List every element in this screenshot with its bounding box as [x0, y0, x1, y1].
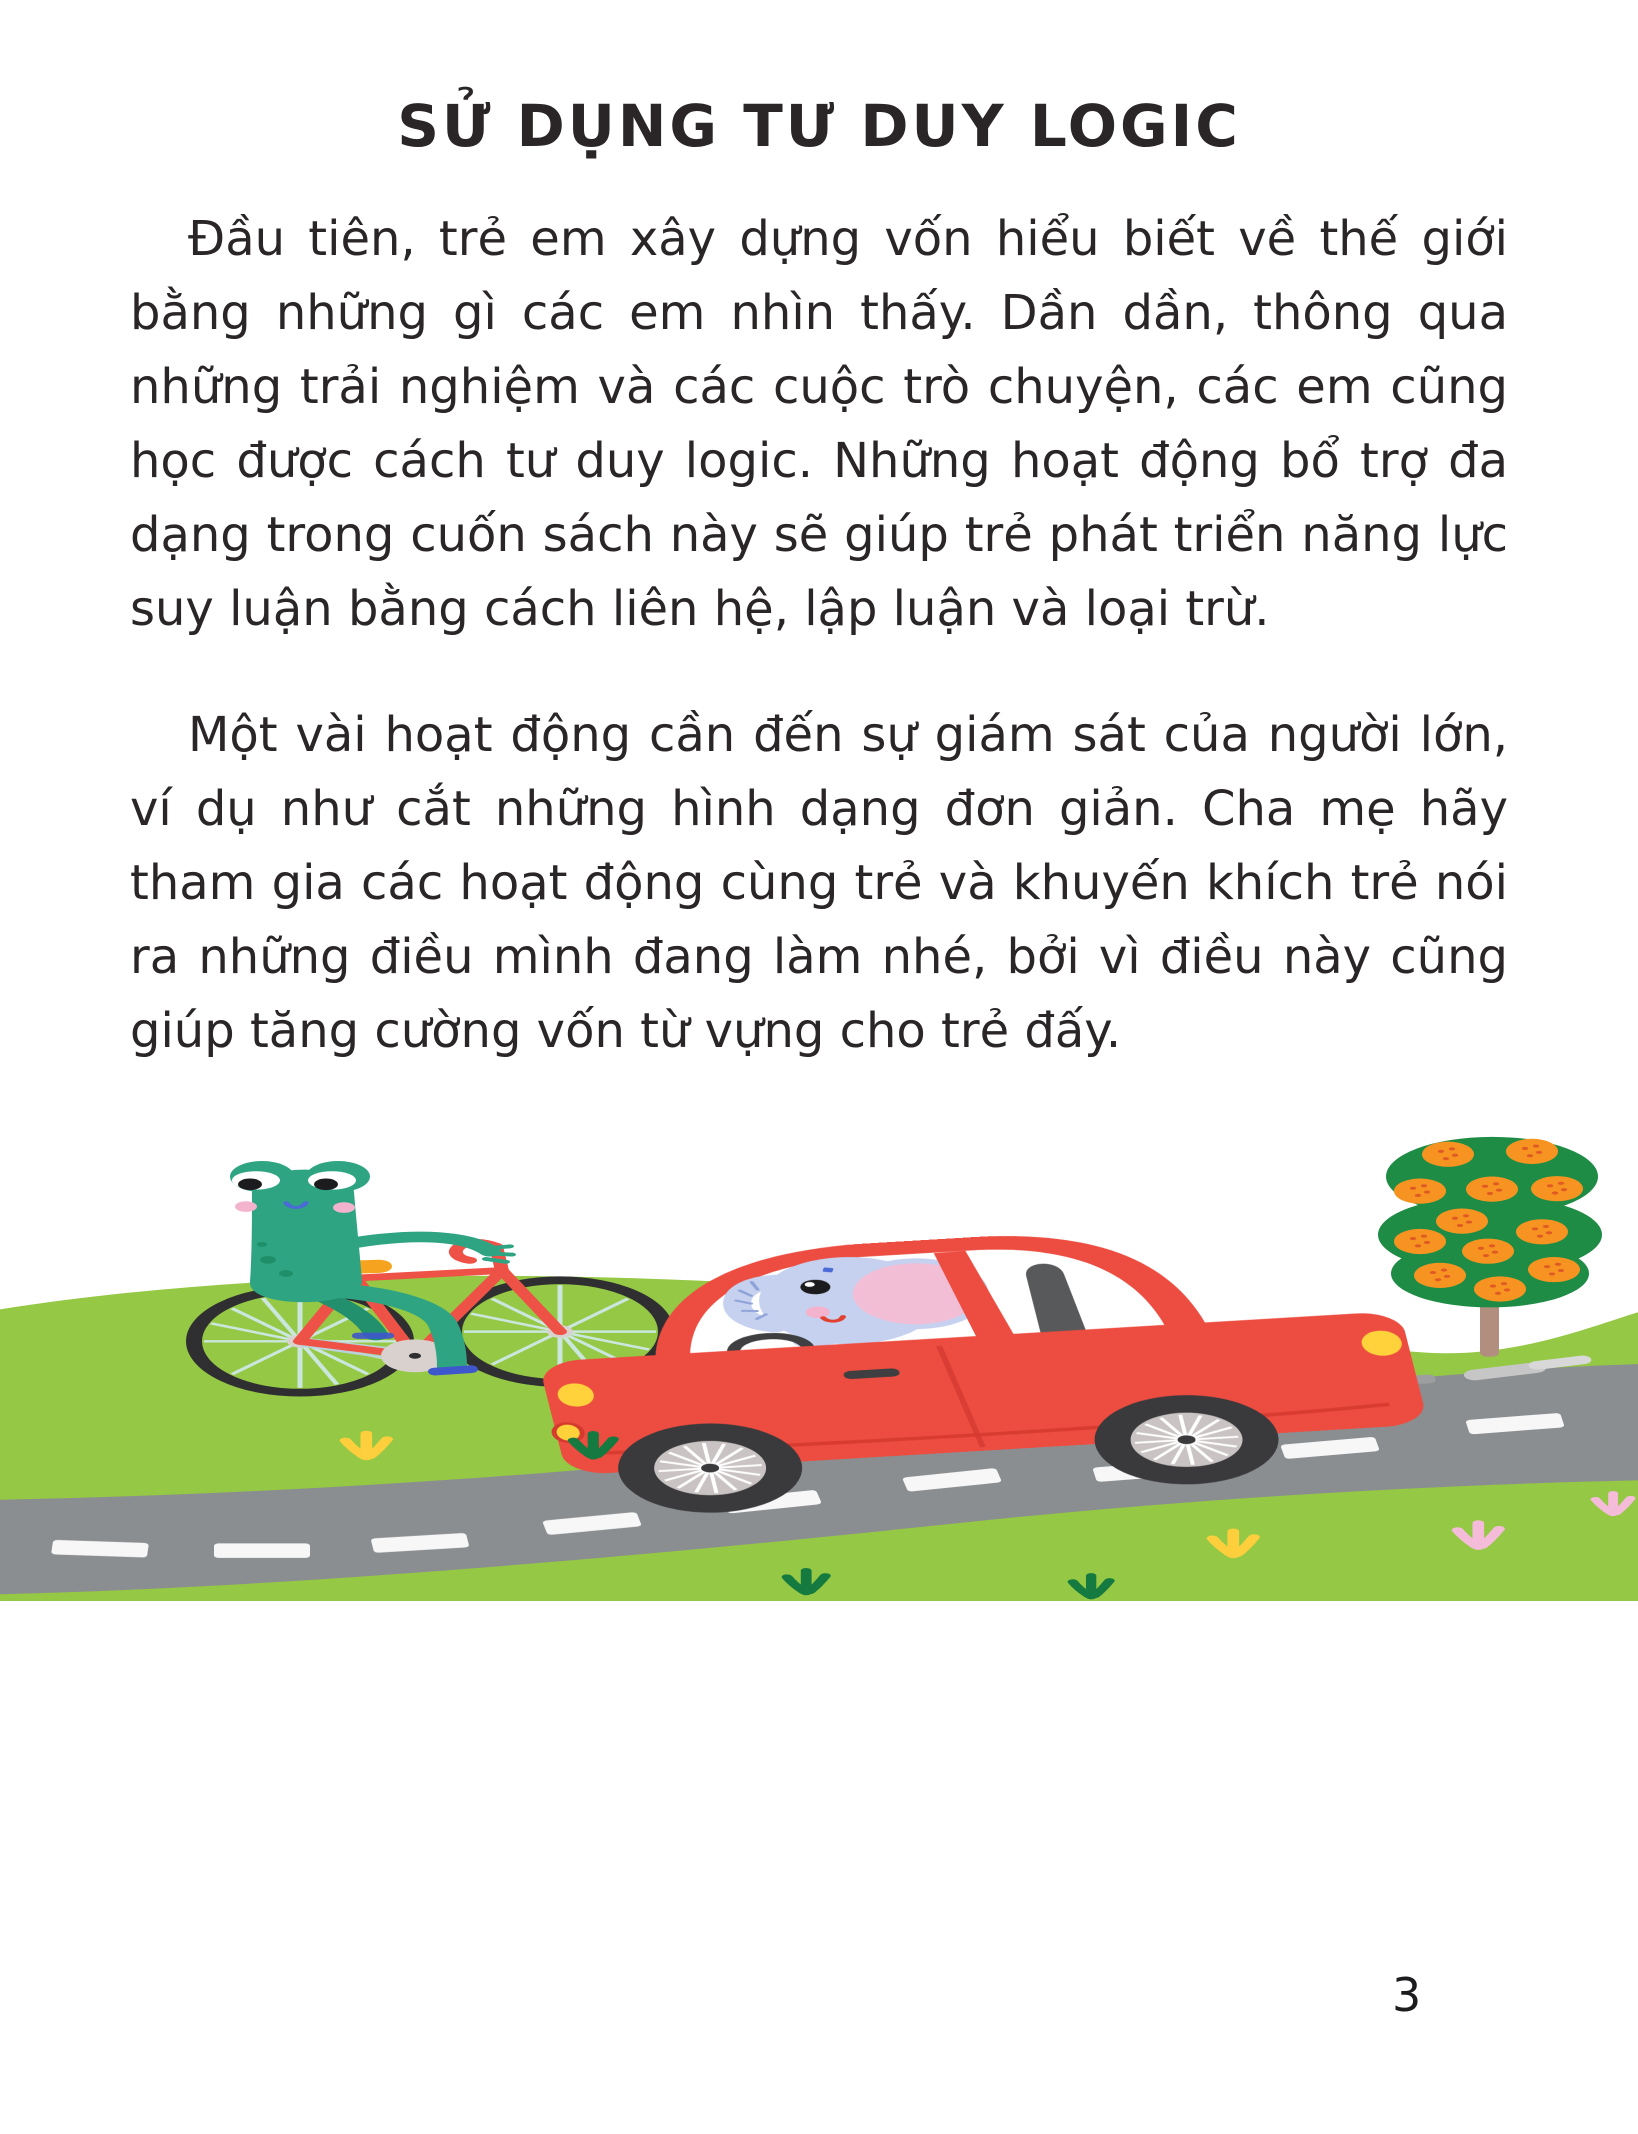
paragraph-1: Đầu tiên, trẻ em xây dựng vốn hiểu biết về thế giới bằng những gì các em nhìn thấy. Dần dần, thông qua những trải nghiệm và các cuộc trò chuyện, các em cũng học được cách tư duy logic. Những hoạt động bổ trợ đa dạng trong cuốn sách này sẽ giúp trẻ phát triển năng lực suy luận bằng cách liên hệ, lập luận và loại trừ.	[130, 211, 1508, 637]
page-number: 3	[1392, 1968, 1422, 2022]
orange-tree	[1378, 1137, 1602, 1357]
paragraph-2: Một vài hoạt động cần đến sự giám sát của người lớn, ví dụ như cắt những hình dạng đơn giản. Cha mẹ hãy tham gia các hoạt động cùng trẻ và khuyến khích trẻ nói ra những điều mình đang làm nhé, bởi vì điều này cũng giúp tăng cường vốn từ vựng cho trẻ đấy.	[130, 707, 1508, 1059]
body-text	[130, 202, 1508, 1068]
page-title: SỬ DỤNG TƯ DUY LOGIC	[397, 92, 1241, 160]
